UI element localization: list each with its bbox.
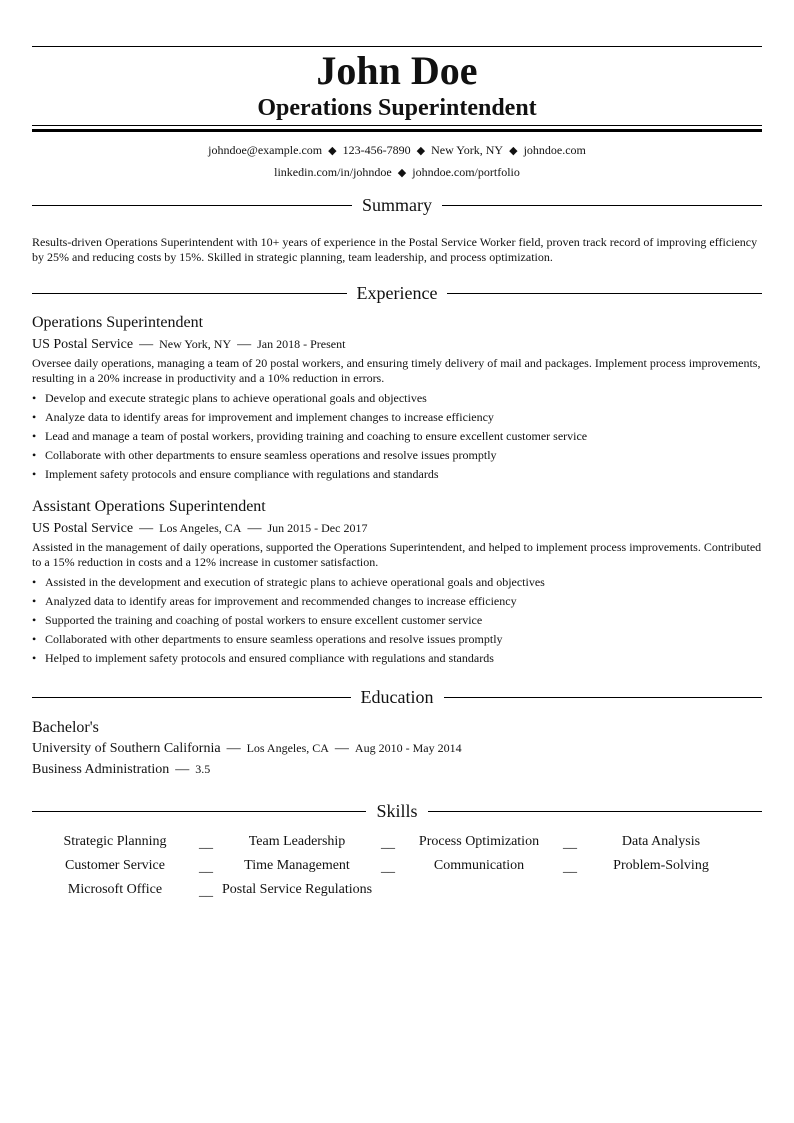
job-meta bbox=[32, 333, 762, 356]
dash-separator: — bbox=[139, 521, 154, 536]
resume-page bbox=[32, 46, 762, 904]
skill-item: Time Management bbox=[244, 858, 350, 873]
job-bullets bbox=[32, 573, 762, 668]
job-company: US Postal Service bbox=[32, 521, 134, 536]
job-meta bbox=[32, 517, 762, 540]
job-company: US Postal Service bbox=[32, 337, 134, 352]
skills-heading: Skills bbox=[376, 801, 418, 821]
list-item bbox=[32, 573, 762, 592]
section-rule bbox=[428, 811, 762, 812]
skill-item: Customer Service bbox=[65, 858, 165, 873]
summary-text: Results-driven Operations Superintendent with 10+ years of experience in the Postal Service Worker field, proven track record of improving efficiency by 25% and reducing costs by 15%. Skilled in strategic planning, team leadership, and process optimization. bbox=[32, 235, 758, 264]
bullet-icon: • bbox=[32, 391, 37, 405]
contact-line-2 bbox=[32, 162, 762, 184]
job-location: New York, NY bbox=[159, 337, 232, 351]
edu-gpa: 3.5 bbox=[195, 762, 211, 776]
skill-item: Microsoft Office bbox=[67, 882, 163, 897]
skill-separator: __ bbox=[199, 860, 213, 875]
experience-entry bbox=[32, 497, 762, 668]
skill-separator: __ bbox=[563, 860, 577, 875]
experience-heading: Experience bbox=[356, 283, 438, 303]
list-item bbox=[32, 611, 762, 630]
skill-separator: __ bbox=[381, 836, 395, 851]
list-item bbox=[32, 630, 762, 649]
dash-separator: — bbox=[226, 741, 241, 756]
section-rule bbox=[447, 293, 762, 294]
contact-email[interactable]: johndoe@example.com bbox=[208, 143, 323, 157]
header-double-rule bbox=[32, 125, 762, 132]
skill-separator: __ bbox=[199, 836, 213, 851]
section-rule bbox=[32, 205, 352, 206]
dash-separator: — bbox=[175, 762, 190, 777]
job-dates: Jun 2015 - Dec 2017 bbox=[267, 521, 368, 535]
section-rule bbox=[32, 293, 347, 294]
dash-separator: — bbox=[334, 741, 349, 756]
bullet-icon: • bbox=[32, 410, 37, 424]
bullet-text: Collaborated with other departments to ensure seamless operations and resolve issues promptly bbox=[45, 632, 503, 646]
edu-school-line bbox=[32, 738, 762, 759]
bullet-text: Collaborate with other departments to ensure seamless operations and resolve issues promptly bbox=[45, 448, 497, 462]
bullet-icon: • bbox=[32, 575, 37, 589]
edu-degree: Bachelor's bbox=[32, 719, 99, 736]
education-section-header bbox=[32, 686, 762, 708]
bullet-text: Assisted in the development and execution of strategic plans to achieve operational goals and objectives bbox=[45, 575, 545, 589]
contact-info bbox=[32, 140, 762, 184]
diamond-separator-icon: ◆ bbox=[416, 145, 426, 157]
contact-location: New York, NY bbox=[431, 143, 504, 157]
experience-section-header bbox=[32, 282, 762, 304]
bullet-icon: • bbox=[32, 632, 37, 646]
dash-separator: — bbox=[237, 337, 252, 352]
skills-section-header bbox=[32, 800, 762, 822]
diamond-separator-icon: ◆ bbox=[328, 145, 337, 157]
bullet-icon: • bbox=[32, 613, 37, 627]
edu-school: University of Southern California bbox=[32, 741, 221, 756]
diamond-separator-icon: ◆ bbox=[397, 167, 407, 179]
edu-field: Business Administration bbox=[32, 762, 170, 777]
bullet-icon: • bbox=[32, 467, 37, 481]
job-title: Assistant Operations Superintendent bbox=[32, 498, 266, 515]
job-location: Los Angeles, CA bbox=[159, 521, 242, 535]
job-description: Oversee daily operations, managing a team of 20 postal workers, and ensuring timely delivery of mail and packages. Implement process improvements, resulting in a 20% increase in productivity and a 10% reduction in errors. bbox=[32, 356, 761, 385]
summary-section-header bbox=[32, 194, 762, 216]
list-item bbox=[32, 592, 762, 611]
skill-item: Communication bbox=[433, 858, 525, 873]
skill-item: Strategic Planning bbox=[63, 834, 167, 849]
experience-entry bbox=[32, 313, 762, 484]
skill-separator: __ bbox=[381, 860, 395, 875]
contact-line-1 bbox=[32, 140, 762, 162]
contact-phone[interactable]: 123-456-7890 bbox=[342, 143, 411, 157]
skills-grid bbox=[32, 832, 762, 904]
section-rule bbox=[442, 205, 762, 206]
bullet-text: Supported the training and coaching of postal workers to ensure excellent customer service bbox=[45, 613, 483, 627]
bullet-text: Analyzed data to identify areas for improvement and recommended changes to increase efficiency bbox=[45, 594, 517, 608]
job-title: Operations Superintendent bbox=[32, 314, 204, 331]
bullet-icon: • bbox=[32, 594, 37, 608]
bullet-icon: • bbox=[32, 448, 37, 462]
header-top-rule bbox=[32, 46, 762, 47]
diamond-separator-icon: ◆ bbox=[509, 145, 518, 157]
edu-field-line bbox=[32, 759, 762, 780]
bullet-icon: • bbox=[32, 429, 37, 443]
list-item bbox=[32, 649, 762, 668]
bullet-text: Analyze data to identify areas for improvement and implement changes to increase efficiency bbox=[45, 410, 494, 424]
dash-separator: — bbox=[139, 337, 154, 352]
job-bullets bbox=[32, 389, 762, 484]
skill-item: Data Analysis bbox=[621, 834, 701, 849]
skill-separator: __ bbox=[563, 836, 577, 851]
list-item bbox=[32, 389, 762, 408]
contact-portfolio[interactable]: johndoe.com/portfolio bbox=[412, 165, 520, 179]
list-item bbox=[32, 408, 762, 427]
summary-heading: Summary bbox=[362, 195, 432, 215]
skill-item: Team Leadership bbox=[248, 834, 346, 849]
section-rule bbox=[32, 811, 366, 812]
bullet-text: Develop and execute strategic plans to achieve operational goals and objectives bbox=[45, 391, 427, 405]
list-item bbox=[32, 465, 762, 484]
contact-website[interactable]: johndoe.com bbox=[523, 143, 586, 157]
bullet-text: Helped to implement safety protocols and ensured compliance with regulations and standards bbox=[45, 651, 494, 665]
section-rule bbox=[444, 697, 763, 698]
list-item bbox=[32, 427, 762, 446]
list-item bbox=[32, 446, 762, 465]
section-rule bbox=[32, 697, 351, 698]
edu-location: Los Angeles, CA bbox=[246, 741, 329, 755]
education-heading: Education bbox=[360, 687, 434, 707]
job-description: Assisted in the management of daily operations, supported the Operations Superintendent, and helped to implement process improvements. Contributed to a 15% reduction in costs and a 12% increase in customer satisfaction. bbox=[32, 540, 762, 569]
candidate-name: John Doe bbox=[316, 48, 478, 93]
bullet-text: Lead and manage a team of postal workers, providing training and coaching to ensure excellent customer service bbox=[45, 429, 588, 443]
candidate-title: Operations Superintendent bbox=[257, 95, 537, 121]
skill-item: Postal Service Regulations bbox=[221, 882, 373, 897]
bullet-icon: • bbox=[32, 651, 37, 665]
bullet-text: Implement safety protocols and ensure compliance with regulations and standards bbox=[45, 467, 439, 481]
skill-item: Problem-Solving bbox=[613, 858, 709, 873]
contact-linkedin[interactable]: linkedin.com/in/johndoe bbox=[274, 165, 392, 179]
dash-separator: — bbox=[247, 521, 262, 536]
skill-item: Process Optimization bbox=[418, 834, 540, 849]
edu-dates: Aug 2010 - May 2014 bbox=[354, 741, 462, 755]
job-dates: Jan 2018 - Present bbox=[257, 337, 346, 351]
skill-separator: __ bbox=[199, 884, 213, 899]
